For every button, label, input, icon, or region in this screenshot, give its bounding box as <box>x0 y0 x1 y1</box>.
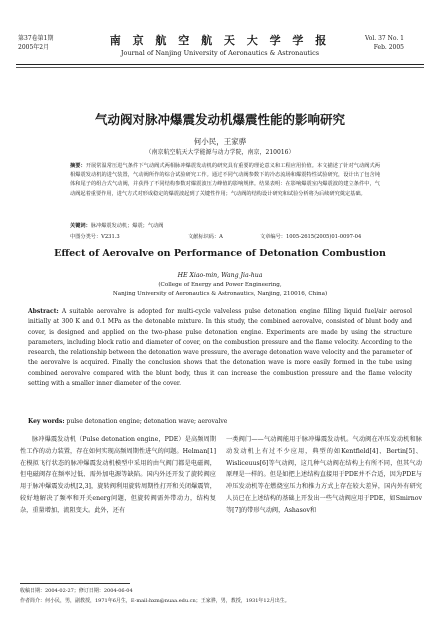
affiliation-en-line1: (College of Energy and Power Engineering, <box>158 282 282 288</box>
keywords-cn-text: 脉冲爆震发动机；爆震；气动阀 <box>90 223 164 229</box>
volume-cn: 第37卷第1期 <box>18 35 54 42</box>
abstract-cn <box>70 162 380 199</box>
clc-number <box>70 233 120 240</box>
footnote-received: 收稿日期：2004-02-27；修订日期：2004-06-04 <box>20 588 133 594</box>
abstract-en-label: Abstract: <box>28 308 59 315</box>
abstract-en <box>28 307 412 389</box>
affiliation-cn: （南京航空航天大学能源与动力学院，南京，210016） <box>145 149 295 156</box>
running-header-right <box>365 34 404 52</box>
clc-value: V231.3 <box>101 234 120 240</box>
abstract-cn-text: 开展常温常压进气条件下气动阀式两相脉冲爆震发动机的研究具有重要的理论意义和工程应用价值。本文描述了针对气动阀式两相爆震发动机的进气装置，气动阀所作的综合试验研究工作。通过不同气动阀参数下的冷态流场和爆震特性试验研究，设计出了包含钝体和尾子的组合式气动阀，并获得了不同结构参数对爆震波压力峰值的影响规律。结果表明：在影响爆震室内爆震波的建立条件中，气动阀起着重要作用，进气方式对形成稳定的爆震波起到了关键性作用；气动阀的结构设计研究和试验分析将为后续研究奠定基础。 <box>70 163 380 197</box>
doc-value: A <box>219 234 223 240</box>
keywords-en-text: pulse detonation engine; detonation wave; aerovalve <box>66 418 228 425</box>
keywords-en-label: Key words: <box>28 418 65 425</box>
authors-en: HE Xiao-min, Wang Jia-hua <box>177 272 263 279</box>
keywords-en <box>28 418 227 425</box>
abstract-en-text: A suitable aerovalve is adopted for multi-cycle valveless pulse detonation engine filling liquid fuel/air aerosol initially at 300 K and 0.1 MPa as the detonable mixture. In this study, the combined aerovalve, consisted of blunt body and cover, is designed and applied on the two-phase pulse detonation engine. Experiments are made by using the structure parameters, including block ratio and diameter of cover, on the combustion pressure and the flame velocity. According to the research, the relationship between the detonation wave pressure, the average detonation wave velocity and the parameter of the aerovalve is acquired. Finally the conclusion shows that the detonation wave is more easily formed in the tube using combined aerovalve compared with the blunt body, thus it can increase the combustion pressure and the flame velocity setting with a smaller inner diameter of the cover. <box>28 308 412 388</box>
keywords-cn-label: 关键词： <box>70 223 91 229</box>
body-paragraph-right: 一类阀门——气动阀能用于脉冲爆震发动机。气动阀在冲压发动机和脉动发动机上有过不少应用，典型的如Kentfield[4]、Bertin[5]、Wisliceuus[6]等气动阀，这几种气动阀在结构上有所不同，但其气动原理是一样的。但是如把上述结构直接用于PDE并不合适，因为PDE与冲压发动机等在燃烧室压力和推力方式上存在较大差异，国内外有研究人员已在上述结构的基础上开发出一些气动阀应用于PDE，如Smirnov等[7]的带形气动阀，Ashasov和 <box>226 436 422 514</box>
journal-name-cn: 南 京 航 空 航 天 大 学 学 报 <box>109 34 331 47</box>
article-value: 1005-2615(2005)01-0097-04 <box>285 234 362 240</box>
paper-title-cn: 气动阀对脉冲爆震发动机爆震性能的影响研究 <box>94 112 345 127</box>
header-rule <box>16 64 424 65</box>
keywords-cn <box>70 222 163 229</box>
footnote-author: 作者简介：何小民，男，副教授，1971年6月生，E-mail:hxm@nuaa.edu.cn；王家骅，男，教授，1931年12月出生。 <box>20 598 290 604</box>
date-cn: 2005年2月 <box>18 44 50 51</box>
authors-cn: 何小民，王家骅 <box>193 137 247 146</box>
body-column-left <box>20 434 216 517</box>
body-paragraph-left: 脉冲爆震发动机（Pulse detonation engine，PDE）是高频周期性工作的动力装置，存在如何实现高频周期性进气的问题。Helman[1]在模拟飞行状态的脉冲爆震发动机模型中采用的由气阀门都是电磁阀，但电磁阀存在频率过低、需外加电源等缺陷。国内外还开发了旋转阀应用于脉冲爆震发动机[2,3]，旋转阀利用旋转周期性打开和关闭爆震管，较好地解决了频率和开关energ问题，但旋转阀需外带动力，结构复杂，重量增加，流阻变大。此外，还有 <box>20 436 216 514</box>
article-number <box>260 233 361 240</box>
body-column-right <box>226 434 422 517</box>
journal-name-en: Journal of Nanjing University of Aeronautics & Astronautics <box>120 49 320 57</box>
doc-label: 文献标识码： <box>188 234 220 240</box>
clc-label: 中图分类号： <box>70 234 102 240</box>
date-en: Feb. 2005 <box>373 44 404 51</box>
abstract-cn-label: 摘要： <box>70 163 86 169</box>
header-rule-thin <box>16 67 424 68</box>
affiliation-en-line2: Nanjing University of Aeronautics & Astronautics, Nanjing, 210016, China) <box>112 291 328 297</box>
volume-en: Vol. 37 No. 1 <box>364 35 404 42</box>
paper-title-en: Effect of Aerovalve on Performance of Detonation Combustion <box>54 248 386 259</box>
doc-code <box>188 233 223 240</box>
footnote-rule <box>20 583 130 584</box>
article-label: 文章编号： <box>260 234 286 240</box>
